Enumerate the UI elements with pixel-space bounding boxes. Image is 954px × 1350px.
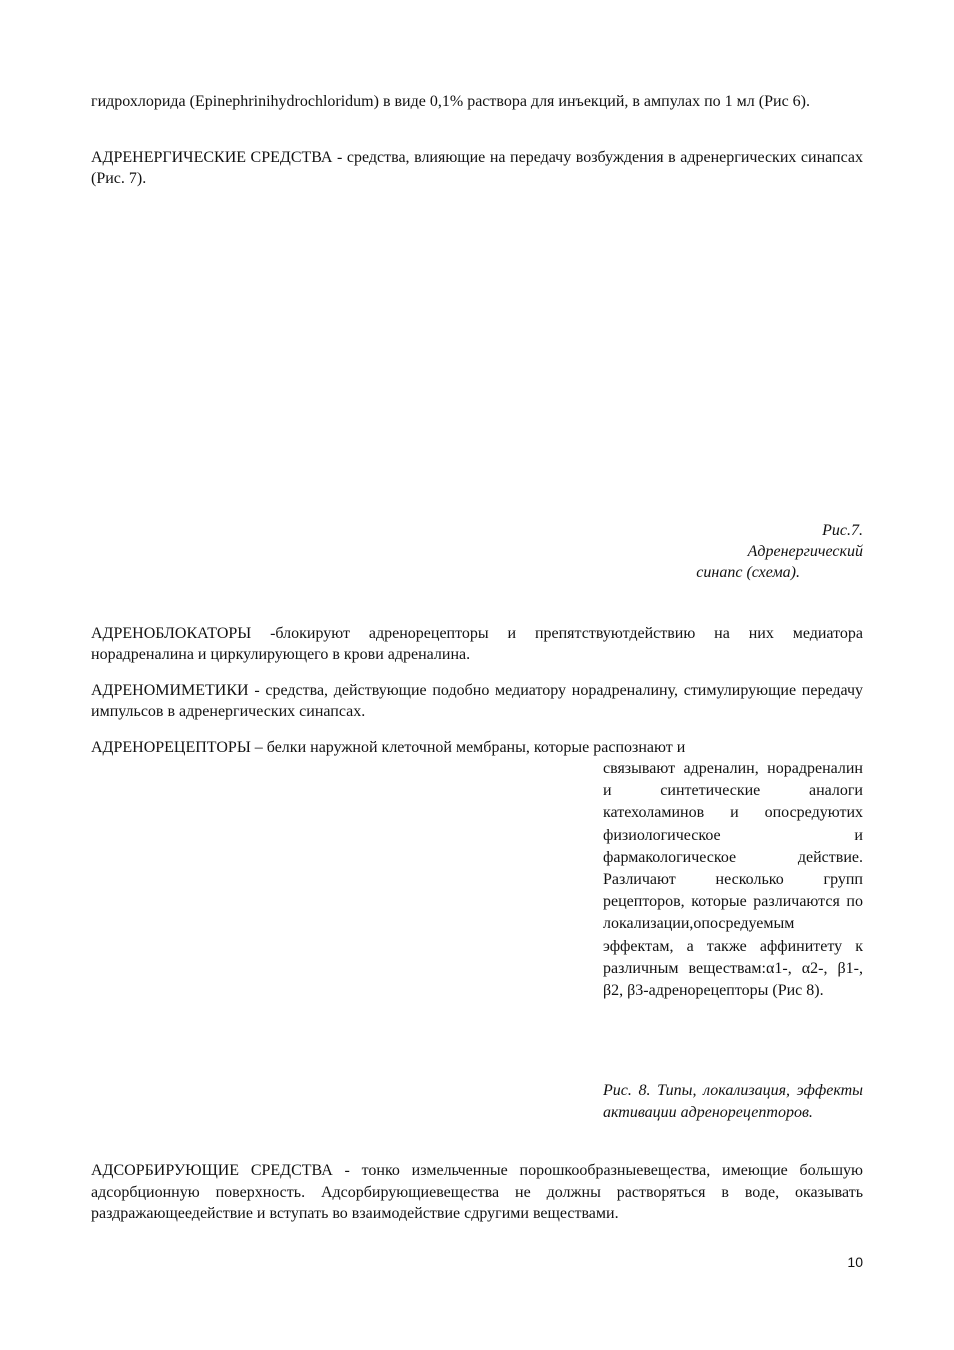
figure-7-caption-line2: Адренергический bbox=[747, 543, 863, 560]
paragraph-adrenoreceptors-column: связывают адреналин, норадреналин и синтетические аналоги катехоламинов и опосредуютих физиологическое и фармакологическое действие. Различают несколько групп рецепторов, которые различаются по локализации,опосредуемым эффектам, а также аффинитету к различным веществам:α1-, α2-, β1-, β2, β3-адренорецепторы (Рис 8). bbox=[603, 760, 863, 1000]
paragraph-adrenomimetics: АДРЕНОМИМЕТИКИ - средства, действующие подобно медиатору норадреналину, стимулирующие передачу импульсов в адренергических синапсах. bbox=[91, 682, 863, 720]
paragraph-epinephrine: гидрохлорида (Epinephrinihydrochloridum) в виде 0,1% раствора для инъекций, в ампулах по 1 мл (Рис 6). bbox=[91, 93, 810, 110]
paragraph-adrenergic-agents: АДРЕНЕРГИЧЕСКИЕ СРЕДСТВА - средства, влияющие на передачу возбуждения в адренергических синапсах (Рис. 7). bbox=[91, 149, 863, 187]
figure-7-caption bbox=[663, 520, 863, 583]
figure-7-placeholder bbox=[91, 200, 651, 510]
figure-7-caption-line3: синапс (схема). bbox=[696, 564, 800, 581]
paragraph-adrenoreceptors-lead: АДРЕНОРЕЦЕПТОРЫ – белки наружной клеточной мембраны, которые распознают и bbox=[91, 739, 686, 756]
figure-8-caption: Рис. 8. Типы, локализация, эффекты активации адренорецепторов. bbox=[603, 1082, 863, 1121]
paragraph-adsorbing-agents: АДСОРБИРУЮЩИЕ СРЕДСТВА - тонко измельченные порошкообразныевещества, имеющие большую адсорбционную поверхность. Адсорбирующиевещества не должны растворяться в воде, оказывать раздражающеедействие и вступать во взаимодействие сдругими веществами. bbox=[91, 1162, 863, 1223]
figure-7-caption-line1: Рис.7. bbox=[822, 522, 863, 539]
figure-8-placeholder bbox=[91, 762, 581, 1142]
paragraph-adrenoblockers: АДРЕНОБЛОКАТОРЫ -блокируют адренорецепторы и препятствуютдействию на них медиатора норадреналина и циркулирующего в крови адреналина. bbox=[91, 625, 863, 663]
page-number: 10 bbox=[847, 1254, 863, 1270]
